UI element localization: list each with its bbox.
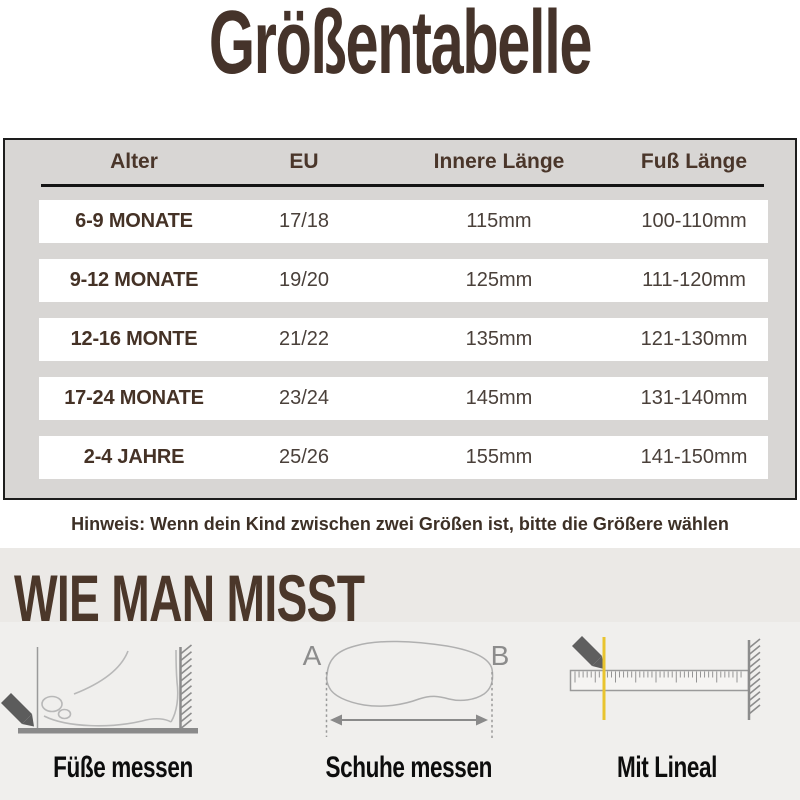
cell-innere: 125mm	[465, 269, 533, 291]
foot-measuring-icon	[1, 645, 198, 734]
cell-fuss: 111-120mm	[642, 269, 746, 291]
caption-measure-shoes: Schuhe messen	[325, 751, 492, 784]
cell-fuss: 131-140mm	[640, 387, 748, 409]
size-table	[3, 138, 797, 500]
caption-with-ruler: Mit Lineal	[616, 751, 718, 784]
marker-a-label: A	[302, 640, 322, 671]
marker-b-label: B	[490, 640, 510, 671]
shoe-sole-measuring-icon	[303, 640, 510, 738]
column-header-fuss-laenge: Fuß Länge	[640, 150, 748, 173]
cell-eu: 23/24	[278, 387, 330, 409]
column-header-innere-laenge: Innere Länge	[433, 150, 565, 173]
table-row	[39, 259, 768, 302]
table-row	[39, 436, 768, 479]
length-arrow-icon	[330, 715, 488, 726]
page-title: Größentabelle	[208, 0, 592, 93]
cell-alter: 12-16 MONTE	[70, 328, 198, 350]
cell-eu: 21/22	[278, 328, 330, 350]
cell-eu: 19/20	[278, 269, 330, 291]
cell-innere: 145mm	[465, 387, 533, 409]
cell-fuss: 100-110mm	[641, 210, 747, 232]
how-to-measure-section	[0, 548, 800, 800]
table-body	[5, 200, 795, 479]
header-divider	[41, 184, 764, 187]
cell-eu: 17/18	[278, 210, 330, 232]
how-to-measure-title: WIE MAN MISST	[14, 561, 365, 635]
column-header-eu: EU	[289, 150, 319, 173]
cell-alter: 6-9 MONATE	[75, 210, 193, 232]
cell-alter: 2-4 JAHRE	[83, 446, 185, 468]
cell-innere: 155mm	[465, 446, 533, 468]
caption-measure-feet: Füße messen	[53, 751, 193, 784]
table-row	[39, 377, 768, 420]
cell-innere: 135mm	[465, 328, 533, 350]
pencil-icon	[572, 636, 604, 669]
cell-fuss: 141-150mm	[640, 446, 748, 468]
column-header-alter: Alter	[110, 150, 158, 173]
table-row	[39, 200, 768, 243]
size-hint-text: Hinweis: Wenn dein Kind zwischen zwei Größen ist, bitte die Größere wählen	[71, 513, 729, 534]
cell-innere: 115mm	[466, 210, 532, 232]
ruler-measuring-icon	[571, 636, 761, 720]
cell-eu: 25/26	[278, 446, 330, 468]
table-row	[39, 318, 768, 361]
cell-alter: 9-12 MONATE	[69, 269, 199, 291]
cell-alter: 17-24 MONATE	[64, 387, 204, 409]
cell-fuss: 121-130mm	[640, 328, 748, 350]
pencil-icon	[1, 693, 34, 727]
table-header-row	[39, 140, 768, 184]
